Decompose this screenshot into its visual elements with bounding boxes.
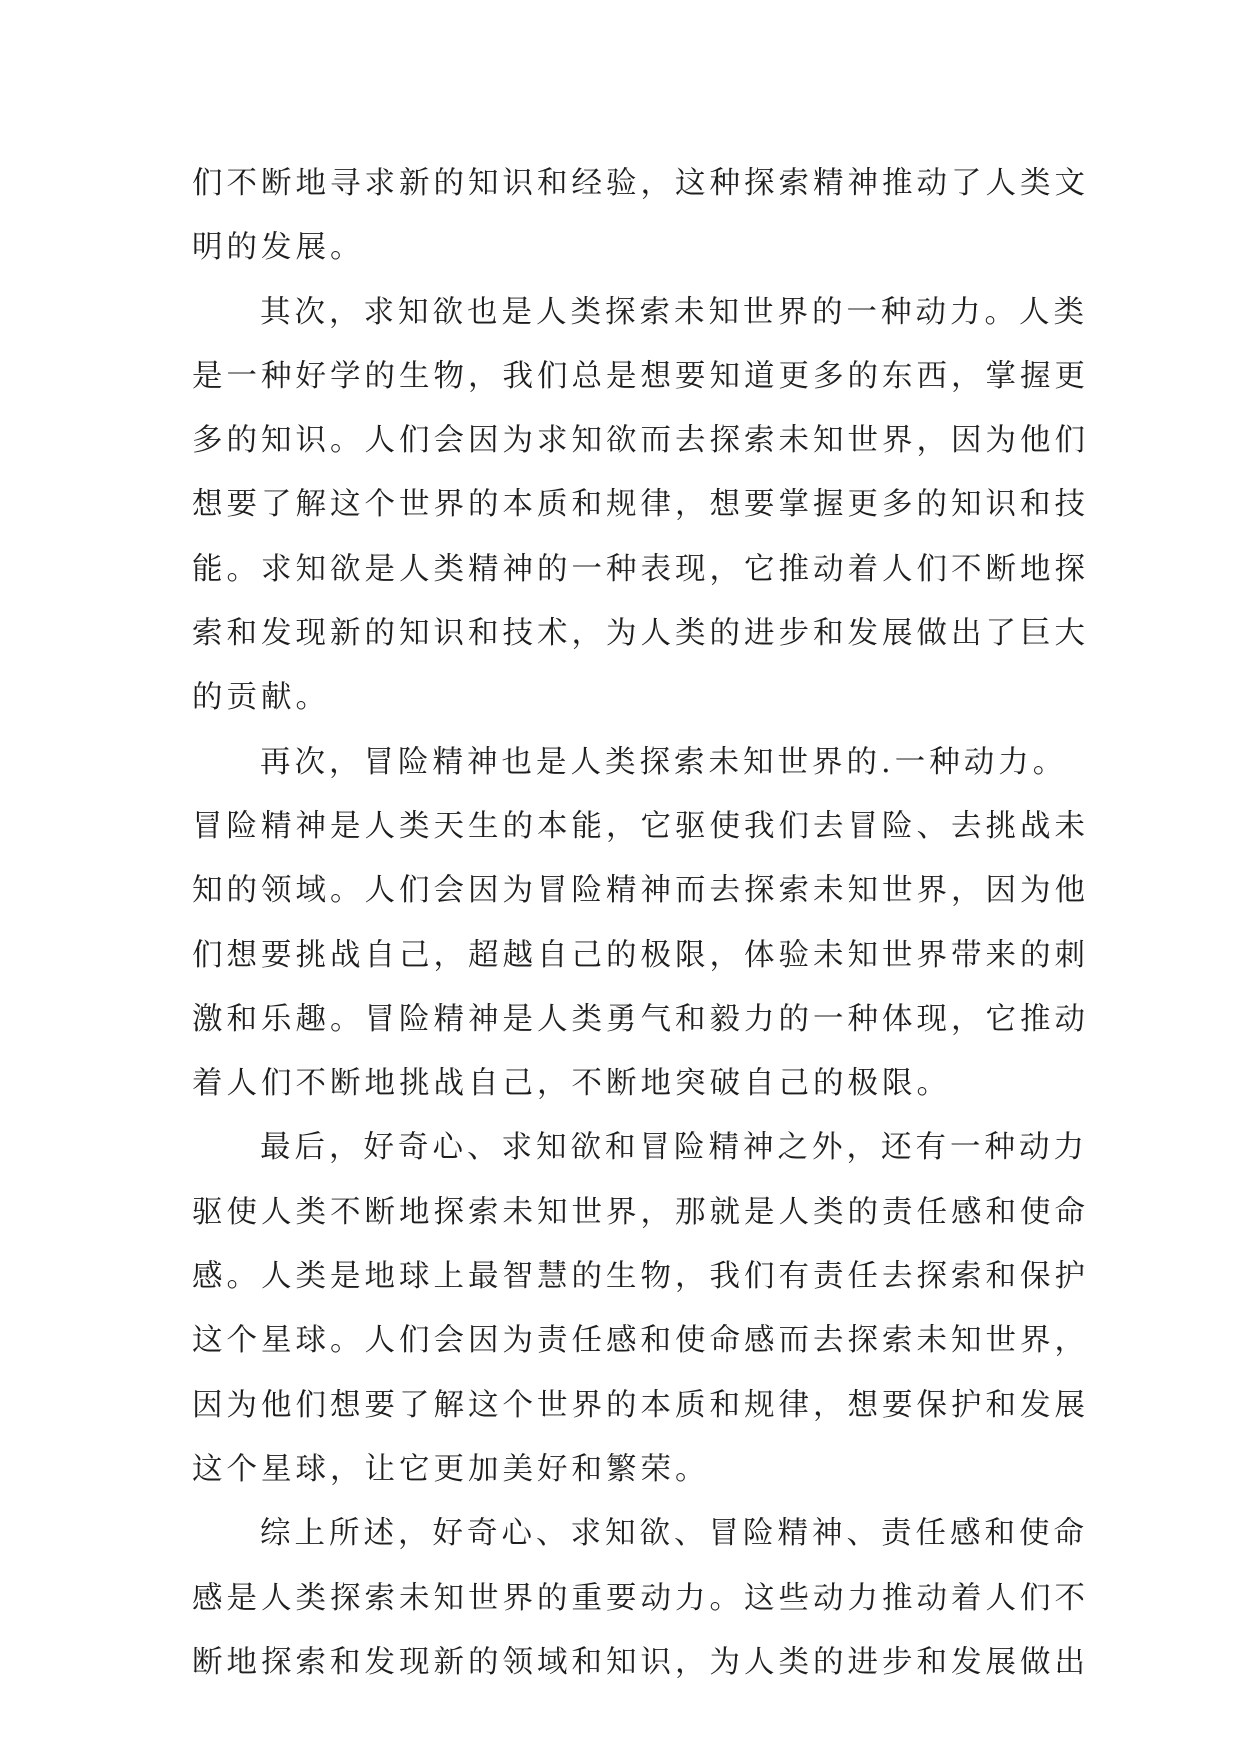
text-line: 这个星球，让它更加美好和繁荣。 [192,1451,710,1487]
text-line: 的贡献。 [192,680,330,716]
paragraph-start-line: 其次，求知欲也是人类探索未知世界的一种动力。人类 [260,294,1088,330]
text-line: 们不断地寻求新的知识和经验，这种探索精神推动了人类文 [192,166,1089,201]
text-line: 断地探索和发现新的领域和知识，为人类的进步和发展做出 [192,1644,1089,1680]
text-line: 是一种好学的生物，我们总是想要知道更多的东西，掌握更 [192,358,1089,394]
paragraph-start-line: 最后，好奇心、求知欲和冒险精神之外，还有一种动力 [260,1130,1088,1166]
text-line: 明的发展。 [192,230,365,266]
text-line: 知的领域。人们会因为冒险精神而去探索未知世界，因为他 [192,873,1089,909]
text-line: 们想要挑战自己，超越自己的极限，体验未知世界带来的刺 [192,937,1089,973]
text-line: 因为他们想要了解这个世界的本质和规律，想要保护和发展 [192,1387,1089,1423]
text-line: 感是人类探索未知世界的重要动力。这些动力推动着人们不 [192,1580,1089,1616]
text-line: 冒险精神是人类天生的本能，它驱使我们去冒险、去挑战未 [192,808,1089,844]
text-line: 想要了解这个世界的本质和规律，想要掌握更多的知识和技 [192,487,1089,523]
text-line: 感。人类是地球上最智慧的生物，我们有责任去探索和保护 [192,1259,1089,1295]
paragraph-start-line: 再次，冒险精神也是人类探索未知世界的.一种动力。 [260,744,1068,780]
text-line: 这个星球。人们会因为责任感和使命感而去探索未知世界， [192,1323,1089,1359]
body-text [192,152,1089,1695]
paragraph-start-line: 综上所述，好奇心、求知欲、冒险精神、责任感和使命 [260,1516,1088,1552]
text-line: 激和乐趣。冒险精神是人类勇气和毅力的一种体现，它推动 [192,1001,1089,1037]
text-line: 驱使人类不断地探索未知世界，那就是人类的责任感和使命 [192,1194,1089,1230]
text-line: 多的知识。人们会因为求知欲而去探索未知世界，因为他们 [192,423,1089,459]
text-line: 着人们不断地挑战自己，不断地突破自己的极限。 [192,1066,951,1102]
text-line: 索和发现新的知识和技术，为人类的进步和发展做出了巨大 [192,616,1089,652]
text-line: 能。求知欲是人类精神的一种表现，它推动着人们不断地探 [192,551,1089,587]
